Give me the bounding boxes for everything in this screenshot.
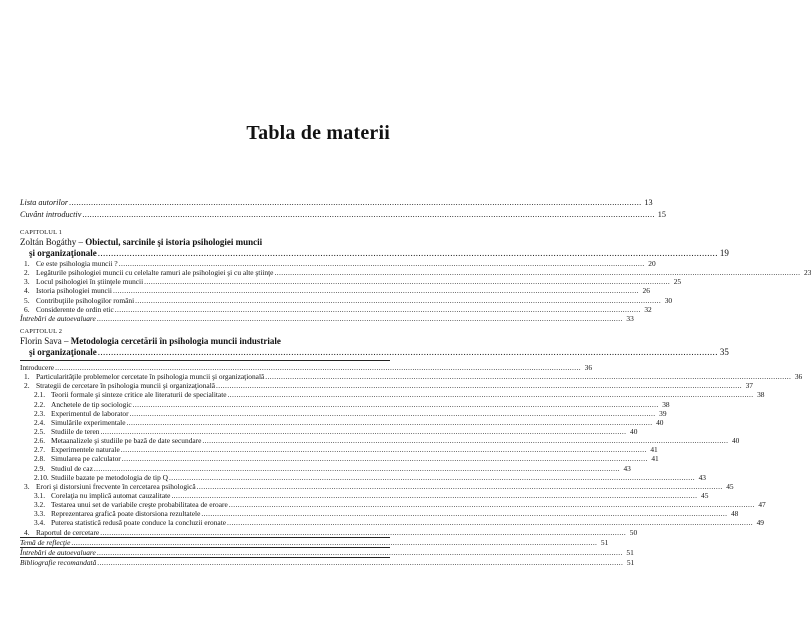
leader-dots	[171, 491, 697, 500]
toc-page-number: 43	[623, 463, 631, 473]
toc-entry-text: Experimentul de laborator	[51, 408, 129, 418]
entry-number: 1.	[24, 372, 30, 382]
divider	[20, 360, 390, 361]
leader-dots	[229, 500, 755, 509]
entry-number: 6.	[24, 304, 30, 314]
leader-dots	[97, 314, 623, 323]
leader-dots	[115, 305, 641, 314]
chapter-label: CAPITOLUL 2	[20, 327, 63, 335]
entry-number: 2.8.	[34, 454, 46, 464]
toc-entry[interactable]	[20, 445, 658, 455]
toc-entry[interactable]	[20, 490, 709, 500]
leader-dots	[127, 418, 653, 427]
toc-page-number: 26	[642, 286, 650, 296]
toc-entry[interactable]	[20, 268, 811, 278]
leader-dots	[135, 296, 661, 305]
toc-entry-introduction[interactable]	[20, 362, 593, 372]
chapter-heading[interactable]	[20, 336, 390, 347]
leader-dots	[265, 372, 791, 381]
toc-entry-text: Teorii formale şi sinteze critice ale literaturii de specialitate	[51, 390, 227, 400]
chapter-author: Florin Sava –	[20, 335, 71, 346]
toc-entry[interactable]	[20, 518, 764, 528]
leader-dots	[113, 286, 639, 295]
toc-entry[interactable]	[20, 463, 631, 473]
leader-dots	[227, 518, 753, 527]
toc-page-number: 50	[629, 527, 638, 537]
entry-number: 2.7.	[34, 445, 46, 455]
entry-number: 2.2.	[34, 399, 46, 409]
toc-page-number: 25	[673, 277, 682, 287]
toc-entry-text: Strategii de cercetare în psihologia muncii şi organizaţională	[36, 381, 216, 391]
leader-dots	[82, 209, 655, 221]
entry-number: 1.	[24, 259, 30, 268]
chapter-author: Zoltán Bogáthy –	[20, 237, 86, 247]
entry-number: 3.3.	[34, 509, 46, 519]
toc-entry[interactable]	[20, 557, 635, 567]
chapter-title: Metodologia cercetării în psihologia muncii industriale	[70, 335, 281, 346]
entry-number: 4.	[24, 527, 30, 537]
entry-number: 2.4.	[34, 417, 46, 427]
toc-entry[interactable]	[20, 426, 638, 436]
toc-page-number: 37	[745, 381, 753, 391]
toc-page-number: 45	[726, 481, 734, 491]
leader-dots	[55, 363, 581, 372]
leader-dots	[71, 538, 597, 547]
toc-entry[interactable]	[20, 537, 609, 547]
toc-entry-text: Simulările experimentale	[51, 417, 126, 427]
toc-page-number: 51	[600, 537, 609, 547]
leader-dots	[216, 381, 742, 390]
toc-page-number: 38	[662, 399, 670, 409]
toc-entry-text: Lista autorilor	[20, 198, 69, 207]
toc-entry[interactable]	[20, 436, 740, 446]
leader-dots	[97, 548, 623, 557]
toc-entry-text: Ce este psihologia muncii ?	[36, 259, 118, 268]
leader-dots	[94, 464, 620, 473]
page-title: Tabla de materii	[246, 122, 390, 144]
toc-entry[interactable]	[20, 304, 652, 314]
toc-entry[interactable]	[20, 399, 670, 409]
chapter2-tail-entries	[20, 537, 635, 567]
toc-entry-text: Raportul de cercetare	[36, 527, 100, 537]
leader-dots	[100, 528, 626, 537]
toc-entry-text: Reprezentarea grafică poate distorsiona rezultatele	[51, 509, 201, 519]
leader-dots	[98, 248, 718, 259]
entry-number: 3.1.	[34, 490, 46, 500]
toc-entry-text: Erori şi distorsiuni frecvente în cercetarea psihologică	[36, 481, 196, 491]
leader-dots	[201, 509, 727, 518]
toc-entry[interactable]	[20, 286, 650, 296]
toc-entry-text: Locul psihologiei în ştiinţele muncii	[36, 277, 144, 287]
leader-dots	[274, 268, 800, 277]
toc-entry[interactable]	[20, 547, 634, 557]
entry-number: 2.1.	[34, 390, 46, 400]
entry-number: 2.6.	[34, 436, 46, 446]
toc-entry[interactable]	[20, 295, 673, 305]
toc-page-number: 19	[719, 248, 729, 258]
leader-dots	[197, 482, 723, 491]
toc-page-number: 51	[626, 547, 634, 557]
leader-dots	[130, 409, 656, 418]
toc-page-number: 32	[644, 304, 652, 314]
toc-entry-text: Studiile de teren	[51, 426, 100, 436]
entry-number: 3.	[24, 277, 30, 287]
chapter-title-continued: şi organizaţionale	[29, 346, 97, 357]
leader-dots	[69, 197, 642, 209]
leader-dots	[122, 454, 648, 463]
toc-entry-text: Considerente de ordin etic	[36, 304, 114, 314]
toc-page-number: 49	[756, 518, 764, 528]
leader-dots	[144, 277, 670, 286]
leader-dots	[228, 390, 754, 399]
spacer	[20, 220, 390, 228]
toc-entry[interactable]	[20, 417, 664, 427]
toc-entry-text: Introducere	[20, 362, 55, 372]
toc-page-number: 23	[804, 268, 811, 278]
toc-entry[interactable]	[20, 454, 659, 464]
toc-entry[interactable]	[20, 527, 638, 537]
chapter-title-line2[interactable]	[20, 248, 729, 259]
toc-entry-text: Experimentele naturale	[51, 445, 120, 455]
toc-page-number: 36	[794, 372, 803, 382]
toc-entry[interactable]	[20, 472, 706, 482]
chapter-title-continued: şi organizaţionale	[29, 248, 97, 258]
toc-entry[interactable]	[20, 372, 803, 382]
toc-entry-text: Studiile bazate pe metodologia de tip Q	[51, 472, 168, 482]
toc-entry-text: Cuvânt introductiv	[20, 209, 82, 219]
entry-number: 4.	[24, 286, 30, 296]
toc-page-number: 40	[731, 436, 740, 446]
toc-entry[interactable]	[20, 277, 682, 287]
toc-entry-review-questions[interactable]	[20, 313, 634, 323]
toc-page-number: 47	[758, 500, 766, 510]
toc-entry[interactable]	[20, 408, 667, 418]
toc-page-number: 41	[650, 445, 658, 455]
leader-dots	[133, 400, 659, 409]
toc-page-number: 30	[664, 295, 673, 305]
chapter-heading[interactable]	[20, 237, 390, 248]
toc-entry-text: Bibliografie recomandată	[20, 557, 97, 567]
toc-entry-text: Întrebări de autoevaluare	[20, 547, 96, 557]
toc-entry-text: Puterea statistică redusă poate conduce la concluzii eronate	[51, 518, 227, 528]
toc-entry[interactable]	[20, 500, 766, 510]
toc-entry-text: Istoria psihologiei muncii	[36, 286, 112, 296]
toc-entry-text: Contribuţiile psihologilor români	[36, 295, 135, 305]
toc-page-number: 41	[651, 454, 659, 464]
leader-dots	[121, 445, 647, 454]
toc-entry[interactable]	[20, 381, 753, 391]
chapter1-entries	[20, 259, 811, 314]
toc-page-number: 20	[648, 259, 656, 268]
toc-entry-text: Simularea pe calculator	[51, 454, 121, 464]
toc-page-number: 51	[626, 557, 635, 567]
entry-number: 3.4.	[34, 518, 46, 528]
entry-number: 2.	[24, 381, 30, 391]
toc-entry-foreword[interactable]	[20, 209, 666, 221]
leader-dots	[119, 259, 645, 268]
entry-number: 5.	[24, 295, 30, 305]
toc-page-number: 36	[584, 362, 593, 372]
toc-entry[interactable]	[20, 509, 739, 519]
leader-dots	[100, 427, 626, 436]
toc-entry-text: Întrebări de autoevaluare	[20, 313, 96, 323]
leader-dots	[98, 347, 718, 358]
toc-page-number: 38	[757, 390, 765, 400]
toc-entry[interactable]	[20, 259, 656, 268]
toc-entry-text: Temă de reflecţie	[20, 537, 71, 547]
toc-entry-text: Metaanalizele şi studiile pe bază de date secundare	[51, 436, 202, 446]
chapter-label: CAPITOLUL 1	[20, 229, 63, 236]
table-of-contents	[20, 197, 811, 567]
toc-page-number: 39	[659, 408, 667, 418]
chapter2-entries	[20, 372, 803, 537]
toc-entry[interactable]	[20, 390, 765, 400]
toc-page-number: 13	[644, 198, 653, 207]
entry-number: 2.3.	[34, 408, 46, 418]
toc-entry-authors-list[interactable]	[20, 197, 653, 209]
entry-number: 2.	[24, 268, 30, 278]
toc-entry-text: Corelaţia nu implică automat cauzalitate	[51, 490, 171, 500]
toc-page-number: 35	[719, 346, 729, 357]
entry-number: 3.2.	[34, 500, 46, 510]
toc-entry-text: Legăturile psihologiei muncii cu celelalte ramuri ale psihologiei şi cu alte ştiinţe	[36, 268, 274, 278]
entry-number: 2.10.	[34, 472, 49, 482]
chapter-title-line2[interactable]	[20, 346, 729, 358]
toc-entry-text: Studiul de caz	[51, 463, 93, 473]
entry-number: 2.9.	[34, 463, 46, 473]
toc-page-number: 40	[630, 426, 638, 436]
toc-entry-text: Testarea unui set de variabile creşte probabilitatea de eroare	[51, 500, 228, 510]
toc-page-number: 45	[701, 490, 709, 500]
toc-entry[interactable]	[20, 481, 734, 491]
entry-number: 3.	[24, 481, 30, 491]
toc-page-number: 43	[698, 472, 706, 482]
leader-dots	[97, 558, 623, 567]
toc-page-number: 33	[626, 313, 634, 323]
toc-entry-text: Anchetele de tip sociologic	[51, 399, 132, 409]
leader-dots	[169, 473, 695, 482]
toc-page-number: 40	[656, 417, 664, 427]
leader-dots	[202, 436, 728, 445]
toc-page-number: 15	[657, 209, 666, 219]
toc-entry-text: Particularităţile problemelor cercetate în psihologia muncii şi organizaţională	[36, 372, 265, 382]
entry-number: 2.5.	[34, 426, 46, 436]
chapter-title: Obiectul, sarcinile şi istoria psihologiei muncii	[85, 237, 263, 247]
toc-page-number: 48	[730, 509, 739, 519]
